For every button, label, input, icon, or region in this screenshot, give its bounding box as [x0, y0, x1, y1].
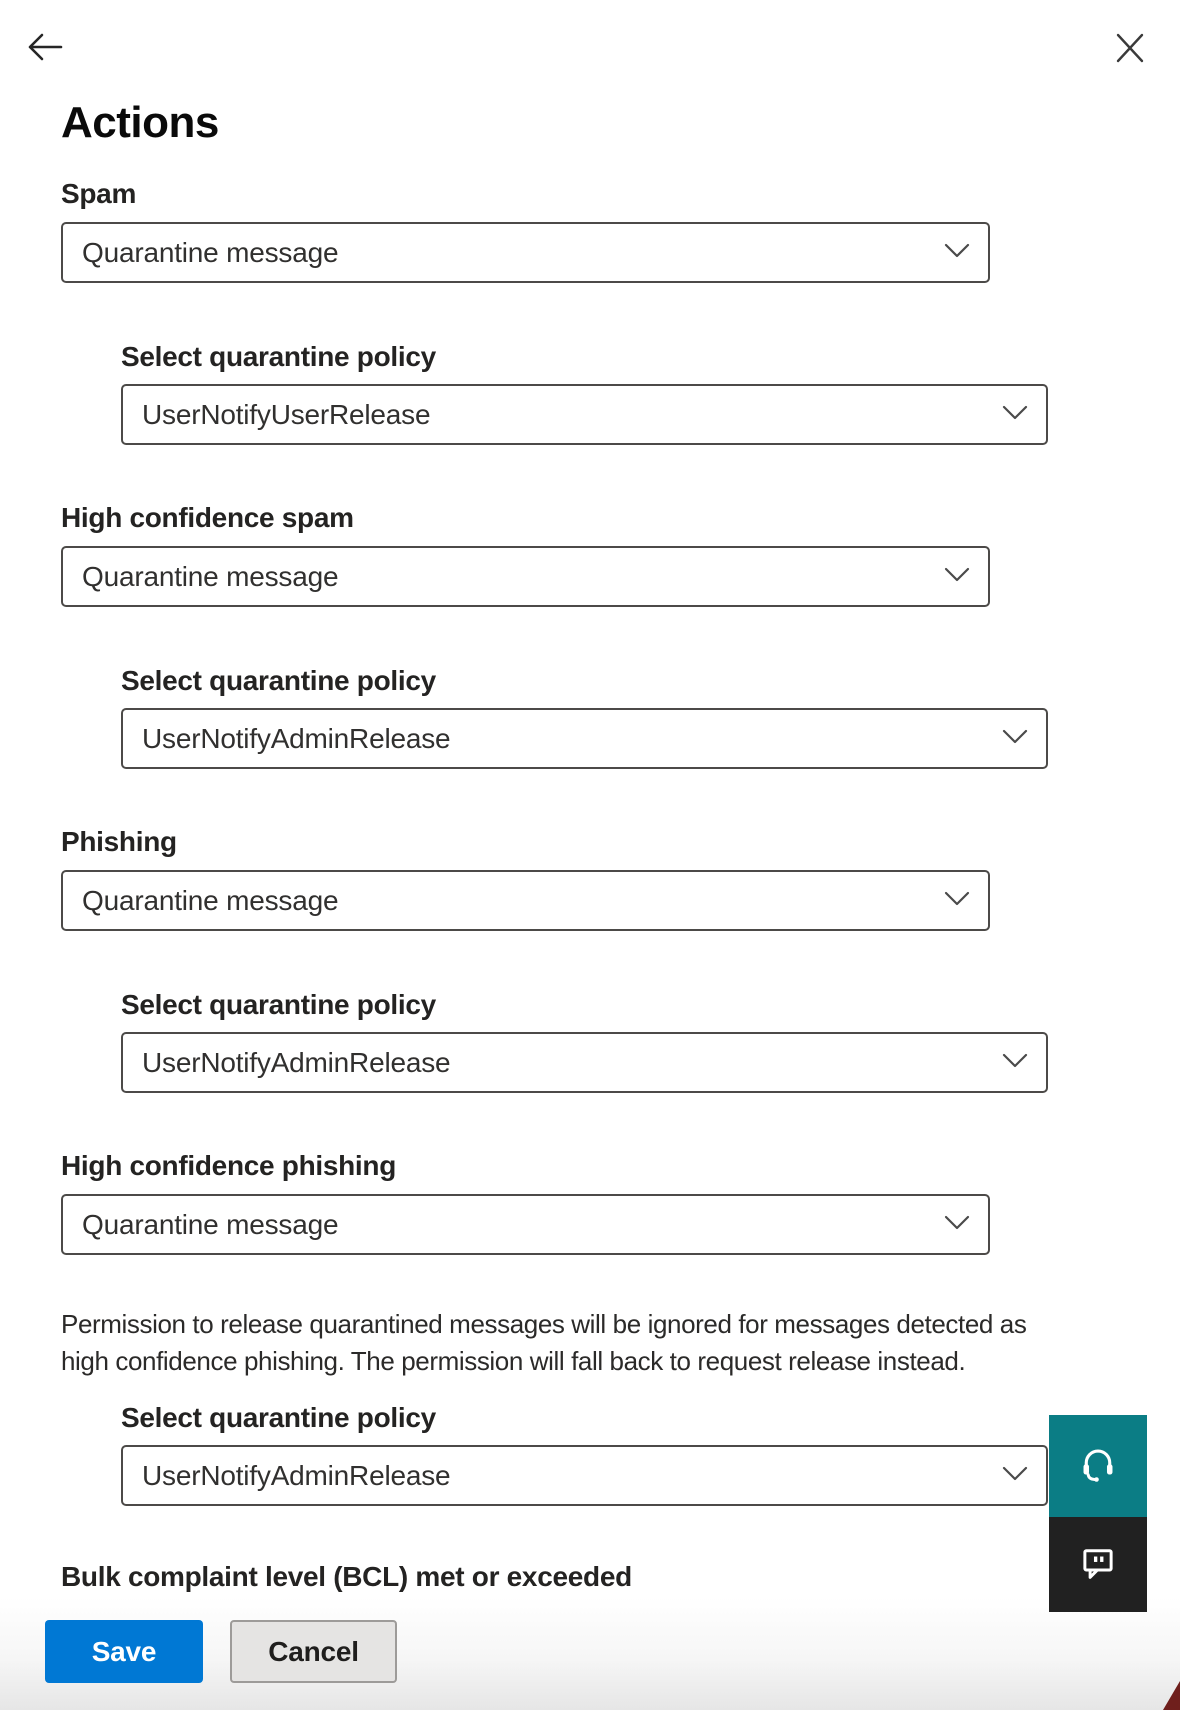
hcs-quarantine-policy-label: Select quarantine policy — [121, 665, 436, 696]
corner-artifact — [1163, 1681, 1180, 1710]
chevron-down-icon — [1002, 405, 1028, 425]
chat-feedback-icon — [1077, 1542, 1119, 1587]
hcp-quarantine-policy-label: Select quarantine policy — [121, 1402, 436, 1433]
hcp-quarantine-policy-dropdown[interactable] — [121, 1445, 1048, 1506]
page-title: Actions — [61, 98, 219, 147]
chevron-down-icon — [1002, 1053, 1028, 1073]
high-confidence-spam-label: High confidence spam — [61, 502, 354, 533]
close-icon — [1112, 54, 1148, 69]
spam-label: Spam — [61, 178, 137, 209]
phishing-quarantine-policy-dropdown[interactable] — [121, 1032, 1048, 1093]
back-button[interactable] — [24, 26, 66, 68]
spam-dropdown-value: Quarantine message — [82, 236, 339, 268]
phishing-quarantine-policy-label: Select quarantine policy — [121, 989, 436, 1020]
spam-quarantine-policy-label: Select quarantine policy — [121, 341, 436, 372]
phishing-quarantine-policy-value: UserNotifyAdminRelease — [142, 1046, 451, 1078]
hcs-quarantine-policy-dropdown[interactable] — [121, 708, 1048, 769]
spam-dropdown[interactable] — [61, 222, 990, 283]
headset-icon — [1076, 1443, 1120, 1490]
chevron-down-icon — [1002, 729, 1028, 749]
chevron-down-icon — [944, 1215, 970, 1235]
high-confidence-phishing-value: Quarantine message — [82, 1208, 339, 1240]
chevron-down-icon — [944, 243, 970, 263]
high-confidence-spam-value: Quarantine message — [82, 560, 339, 592]
close-button[interactable] — [1112, 30, 1148, 66]
footer-bar — [0, 1597, 1180, 1710]
high-confidence-phishing-label: High confidence phishing — [61, 1150, 397, 1181]
chevron-down-icon — [1002, 1466, 1028, 1486]
cancel-button[interactable]: Cancel — [230, 1620, 397, 1683]
arrow-left-icon — [24, 56, 66, 71]
high-confidence-phishing-dropdown[interactable] — [61, 1194, 990, 1255]
bulk-complaint-level-label: Bulk complaint level (BCL) met or exceeded — [61, 1561, 632, 1592]
chevron-down-icon — [944, 891, 970, 911]
save-button[interactable]: Save — [45, 1620, 203, 1683]
support-button[interactable] — [1049, 1415, 1147, 1517]
phishing-label: Phishing — [61, 826, 177, 857]
high-confidence-spam-dropdown[interactable] — [61, 546, 990, 607]
feedback-button[interactable] — [1049, 1517, 1147, 1612]
hcp-permission-note: Permission to release quarantined messages will be ignored for messages detected as high confidence phishing. The permission will fall back to request release instead. — [61, 1309, 1027, 1376]
phishing-dropdown-value: Quarantine message — [82, 884, 339, 916]
spam-quarantine-policy-dropdown[interactable] — [121, 384, 1048, 445]
spam-quarantine-policy-value: UserNotifyUserRelease — [142, 398, 431, 430]
hcs-quarantine-policy-value: UserNotifyAdminRelease — [142, 722, 451, 754]
hcp-quarantine-policy-value: UserNotifyAdminRelease — [142, 1459, 451, 1491]
phishing-dropdown[interactable] — [61, 870, 990, 931]
chevron-down-icon — [944, 567, 970, 587]
